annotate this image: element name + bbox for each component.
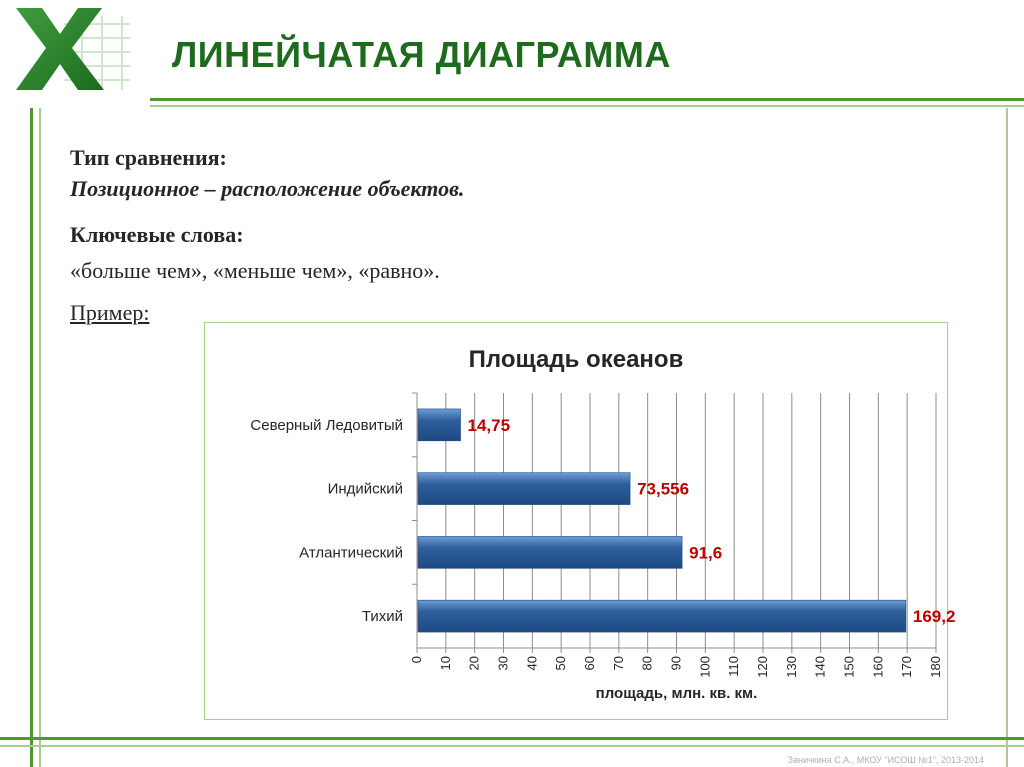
category-label: Северный Ледовитый xyxy=(250,416,403,434)
footer-credit: Заничкина С.А., МКОУ "ИСОШ №1", 2013-2014 xyxy=(787,755,984,765)
keywords-value: «больше чем», «меньше чем», «равно». xyxy=(70,258,440,283)
bar xyxy=(418,536,682,568)
x-tick-label: 140 xyxy=(812,656,828,678)
comparison-label: Тип сравнения: xyxy=(70,145,227,170)
frame-left-line-2 xyxy=(39,108,41,767)
header-divider-light xyxy=(150,105,1024,107)
category-label: Тихий xyxy=(361,608,403,626)
x-tick-label: 20 xyxy=(466,656,482,671)
chart-container xyxy=(204,322,956,720)
x-tick-label: 40 xyxy=(524,656,540,671)
x-tick-label: 70 xyxy=(610,656,626,671)
example-label: Пример: xyxy=(70,300,150,325)
frame-right-line xyxy=(1006,108,1008,767)
x-tick-label: 110 xyxy=(726,656,742,677)
data-label: 73,556 xyxy=(637,479,690,499)
slide-title: ЛИНЕЙЧАТАЯ ДИАГРАММА xyxy=(172,34,671,75)
bar-chart xyxy=(205,323,956,719)
footer-divider-light xyxy=(0,745,1024,747)
x-axis-title: площадь, млн. кв. км. xyxy=(595,685,758,702)
bar xyxy=(418,473,630,505)
header-divider xyxy=(150,98,1024,101)
x-tick-label: 50 xyxy=(553,656,569,671)
category-label: Индийский xyxy=(327,480,403,498)
x-tick-label: 90 xyxy=(668,656,684,671)
bar xyxy=(418,409,461,441)
x-tick-label: 10 xyxy=(437,656,453,671)
data-label: 91,6 xyxy=(689,543,723,563)
x-tick-label: 130 xyxy=(783,656,799,678)
x-tick-label: 60 xyxy=(582,656,597,671)
data-label: 169,2 xyxy=(912,607,956,627)
x-tick-label: 0 xyxy=(409,656,424,664)
bar xyxy=(418,600,906,632)
chart-title: Площадь океанов xyxy=(468,346,684,373)
x-tick-label: 150 xyxy=(841,656,857,678)
x-tick-label: 120 xyxy=(755,656,770,678)
x-tick-label: 160 xyxy=(870,656,886,678)
frame-left-line xyxy=(30,108,33,767)
excel-logo-icon xyxy=(12,6,132,92)
x-tick-label: 30 xyxy=(495,656,511,671)
x-tick-label: 80 xyxy=(639,656,655,671)
comparison-value: Позиционное – расположение объектов. xyxy=(70,176,465,201)
footer-divider xyxy=(0,737,1024,740)
x-tick-label: 170 xyxy=(899,656,915,678)
x-tick-label: 100 xyxy=(697,656,713,678)
x-tick-label: 180 xyxy=(928,656,943,678)
keywords-label: Ключевые слова: xyxy=(70,222,244,247)
category-label: Атлантический xyxy=(299,544,403,562)
data-label: 14,75 xyxy=(467,415,511,435)
